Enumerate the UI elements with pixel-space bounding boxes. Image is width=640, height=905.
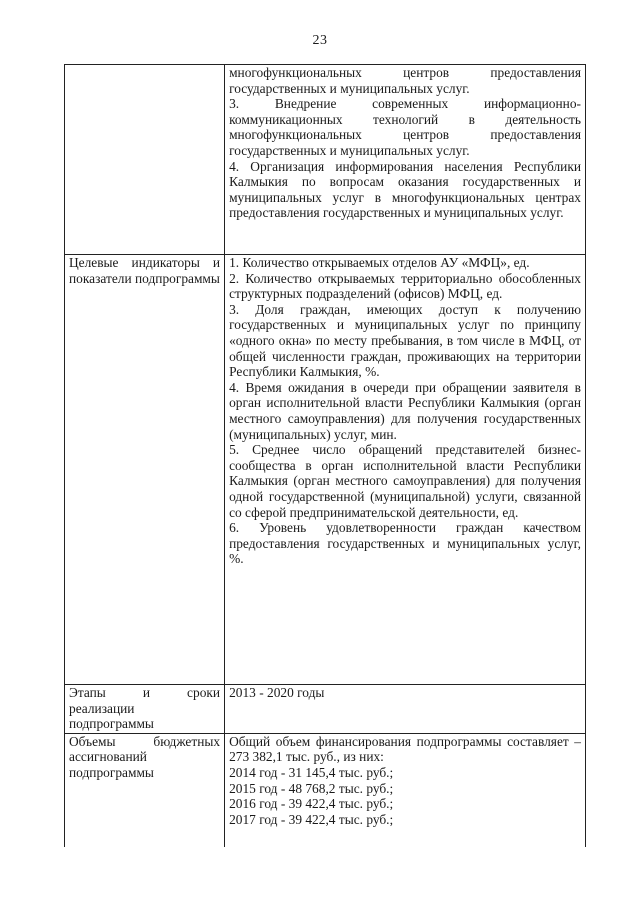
content-paragraph: 2. Количество открываемых территориально обособленных структурных подразделений (офисов) МФЦ, ед. bbox=[229, 270, 581, 302]
budget-year-line: 2015 год - 48 768,2 тыс. руб.; bbox=[229, 780, 394, 796]
row-content-budget bbox=[225, 733, 586, 847]
content-paragraph: 5. Среднее число обращений представителей бизнес-сообщества в орган исполнительной власти Республики Калмыкия (орган местного самоуправления) для получения одной государственной (муниципальной) услуги, связанной со сферой предпринимательской деятельности, ед. bbox=[229, 442, 581, 520]
subprogram-passport-table bbox=[64, 64, 586, 847]
row-label-empty bbox=[65, 65, 225, 255]
table-row bbox=[65, 255, 586, 685]
page-number: 23 bbox=[312, 33, 328, 48]
row-label-indicators: Целевые индикаторы и показатели подпрограммы bbox=[65, 255, 225, 685]
content-paragraph: 3. Внедрение современных информационно-коммуникационных технологий в деятельность многофункциональных центров предоставления государственных и муниципальных услуг. bbox=[229, 96, 581, 158]
budget-year-line: 2014 год - 31 145,4 тыс. руб.; bbox=[229, 764, 394, 780]
content-paragraph: 2013 - 2020 годы bbox=[229, 685, 325, 700]
row-label-budget: Объемы бюджетных ассигнований подпрограммы bbox=[65, 733, 225, 847]
content-paragraph: 6. Уровень удовлетворенности граждан качеством предоставления государственных и муниципальных услуг, %. bbox=[229, 520, 581, 567]
row-content-tasks bbox=[225, 65, 586, 255]
table-row bbox=[65, 733, 586, 847]
content-paragraph: 1. Количество открываемых отделов АУ «МФЦ», ед. bbox=[229, 255, 530, 270]
row-content-indicators bbox=[225, 255, 586, 685]
row-content-stages bbox=[225, 685, 586, 734]
budget-year-line: 2017 год - 39 422,4 тыс. руб.; bbox=[229, 811, 394, 827]
table-row bbox=[65, 685, 586, 734]
budget-year-line: 2016 год - 39 422,4 тыс. руб.; bbox=[229, 796, 394, 812]
content-paragraph: 4. Время ожидания в очереди при обращении заявителя в орган исполнительной власти Республики Калмыкия (орган местного самоуправления) для получения государственных (муниципальных) услуг, мин. bbox=[229, 379, 581, 442]
content-paragraph: Общий объем финансирования подпрограммы составляет – 273 382,1 тыс. руб., из них: bbox=[229, 733, 581, 765]
content-paragraph: 4. Организация информирования населения Республики Калмыкия по вопросам оказания государственных и муниципальных услуг в многофункциональных центрах предоставления государственных и муниципальных услуг. bbox=[229, 158, 581, 221]
table-row bbox=[65, 65, 586, 255]
row-label-stages: Этапы и сроки реализации подпрограммы bbox=[65, 685, 225, 734]
content-paragraph: многофункциональных центров предоставления государственных и муниципальных услуг. bbox=[229, 65, 581, 96]
content-paragraph: 3. Доля граждан, имеющих доступ к получению государственных и муниципальных услуг по принципу «одного окна» по месту пребывания, в том числе в МФЦ, от общей численности граждан, проживающих на территории Республики Калмыкия, %. bbox=[229, 301, 581, 380]
